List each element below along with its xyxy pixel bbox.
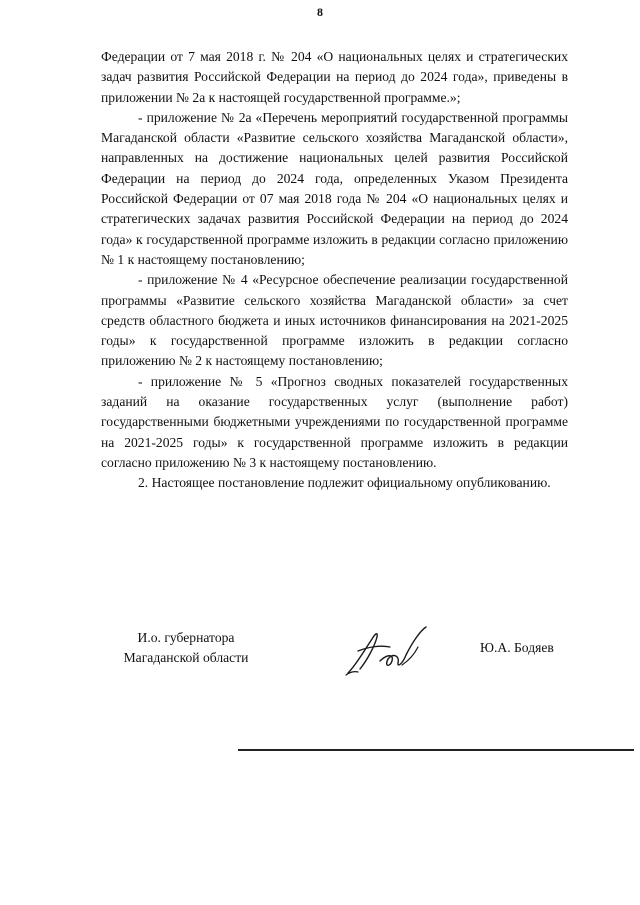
- signatory-position-line1: И.о. губернатора: [137, 630, 235, 645]
- paragraph: 2. Настоящее постановление подлежит официальному опубликованию.: [138, 475, 551, 491]
- paragraph: - приложение № 4 «Ресурсное обеспечение реализации государственной программы «Развитие сельского хозяйства Магаданской области» за счет средств областного бюджета и иных источников финансирования на 2021-2025 годы» к государственной программе изложить в редакции согласно приложению № 2 к настоящему постановлению;: [101, 272, 568, 369]
- footer-divider: [238, 749, 634, 751]
- paragraph: - приложение № 2а «Перечень мероприятий государственной программы Магаданской области «Развитие сельского хозяйства Магаданской области», направленных на достижение национальных целей развития Российской Федерации на период до 2024 года, определенных Указом Президента Российской Федерации от 07 мая 2018 года № 204 «О национальных целях и стратегических задачах развития Российской Федерации на период до 2024 года» к государственной программе изложить в редакции согласно приложению № 1 к настоящему постановлению;: [101, 109, 568, 267]
- body-text: [101, 47, 568, 494]
- signatory-position: [101, 628, 271, 668]
- page-number: 8: [317, 5, 323, 19]
- paragraph: - приложение № 5 «Прогноз сводных показателей государственных заданий на оказание государственных услуг (выполнение работ) государственными бюджетными учреждениями по государственной программе на 2021-2025 годы» к государственной программе изложить в редакции согласно приложению № 3 к настоящему постановлению.: [101, 373, 568, 470]
- signatory-name: Ю.А. Бодяев: [480, 640, 554, 655]
- paragraph: Федерации от 7 мая 2018 г. № 204 «О национальных целях и стратегических задач развития Российской Федерации на период до 2024 года», приведены в приложении № 2а к настоящей государственной программе.»;: [101, 49, 568, 105]
- signatory-position-line2: Магаданской области: [123, 650, 249, 665]
- handwritten-signature: [342, 625, 432, 677]
